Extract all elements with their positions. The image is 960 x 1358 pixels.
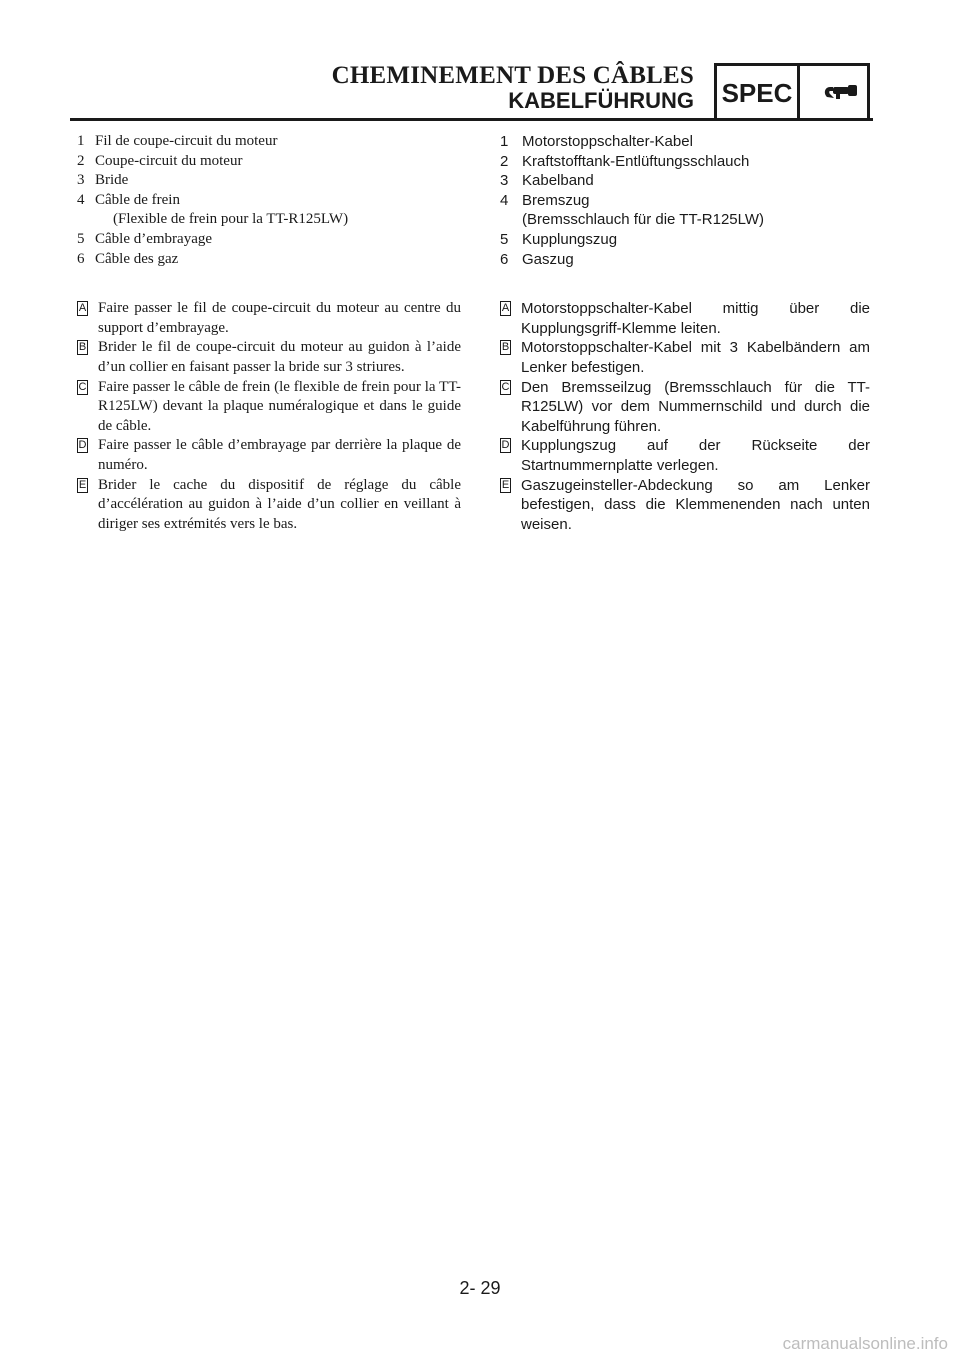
legend-item: 1 Fil de coupe-circuit du moteur [77, 133, 278, 149]
watermark: carmanualsonline.info [782, 1334, 948, 1353]
spec-badge [714, 63, 870, 118]
legend-item: (Bremsschlauch für die TT-R125LW) [522, 211, 765, 229]
marker-e: E [78, 478, 87, 491]
title-german: KABELFÜHRUNG [508, 88, 694, 113]
header-rule [70, 118, 873, 121]
marker-a: A [501, 302, 510, 315]
instruction-item: D Faire passer le câble d’embrayage par derrière la plaque de numéro. [78, 437, 461, 473]
legend-item: 4 Câble de frein [77, 191, 180, 208]
legend-item: 6 Câble des gaz [77, 250, 179, 267]
instruction-item: E Brider le cache du dispositif de réglage du câble d’accélération au guidon à l’aide d’un collier en veillant à diriger ses extrémités vers le bas. [78, 476, 461, 532]
marker-e: E [501, 478, 510, 491]
legend-item: 2 Coupe-circuit du moteur [77, 152, 243, 169]
instruction-item: A Motorstoppschalter-Kabel mittig über die Kupplungsgriff-Klemme leiten. [501, 300, 870, 337]
legend-list-de [500, 132, 870, 269]
instruction-item: B Brider le fil de coupe-circuit du moteur au guidon à l’aide d’un collier en faisant passer la bride sur 3 striures. [78, 339, 461, 375]
marker-c: C [501, 380, 510, 393]
french-column [77, 132, 461, 534]
marker-a: A [78, 302, 87, 315]
spec-label: SPEC [721, 78, 793, 108]
instruction-item: C Den Bremsseilzug (Bremsschlauch für die TT-R125LW) vor dem Nummernschild und durch die Kabelführung führen. [501, 378, 870, 435]
legend-item: 1 Motorstoppschalter-Kabel [500, 133, 693, 150]
marker-d: D [501, 439, 510, 452]
instruction-item: E Gaszugeinsteller-Abdeckung so am Lenker befestigen, dass die Klemmenenden nach unten weisen. [501, 476, 870, 533]
instructions-de [500, 299, 870, 534]
instruction-item: D Kupplungszug auf der Rückseite der Startnummernplatte verlegen. [501, 437, 870, 474]
instruction-item: C Faire passer le câble de frein (le flexible de frein pour la TT-R125LW) devant la plaque numéralogique et dans le guide de câble. [78, 378, 461, 434]
german-column [500, 132, 870, 534]
title-french: CHEMINEMENT DES CÂBLES [331, 62, 694, 89]
instruction-item: B Motorstoppschalter-Kabel mit 3 Kabelbändern am Lenker befestigen. [501, 339, 870, 376]
legend-list-fr [77, 132, 461, 269]
marker-b: B [501, 341, 510, 354]
badge-divider [797, 66, 800, 121]
legend-item: 3 Bride [77, 172, 129, 189]
wrench-icon [821, 79, 861, 105]
legend-item: 2 Kraftstofftank-Entlüftungsschlauch [500, 152, 750, 170]
legend-item: 5 Kupplungszug [500, 230, 618, 248]
page-number: 2- 29 [459, 1278, 501, 1298]
legend-item: 6 Gaszug [500, 250, 574, 268]
marker-d: D [78, 439, 87, 452]
legend-item: 5 Câble d’embrayage [77, 230, 213, 247]
marker-c: C [78, 380, 87, 393]
marker-b: B [78, 341, 87, 354]
legend-item: 4 Bremszug [500, 191, 590, 209]
instructions-fr [77, 299, 461, 534]
page-header [0, 0, 960, 130]
legend-item: (Flexible de frein pour la TT-R125LW) [113, 211, 349, 228]
instruction-item: A Faire passer le fil de coupe-circuit du moteur au centre du support d’embrayage. [78, 300, 461, 336]
legend-item: 3 Kabelband [500, 172, 594, 190]
